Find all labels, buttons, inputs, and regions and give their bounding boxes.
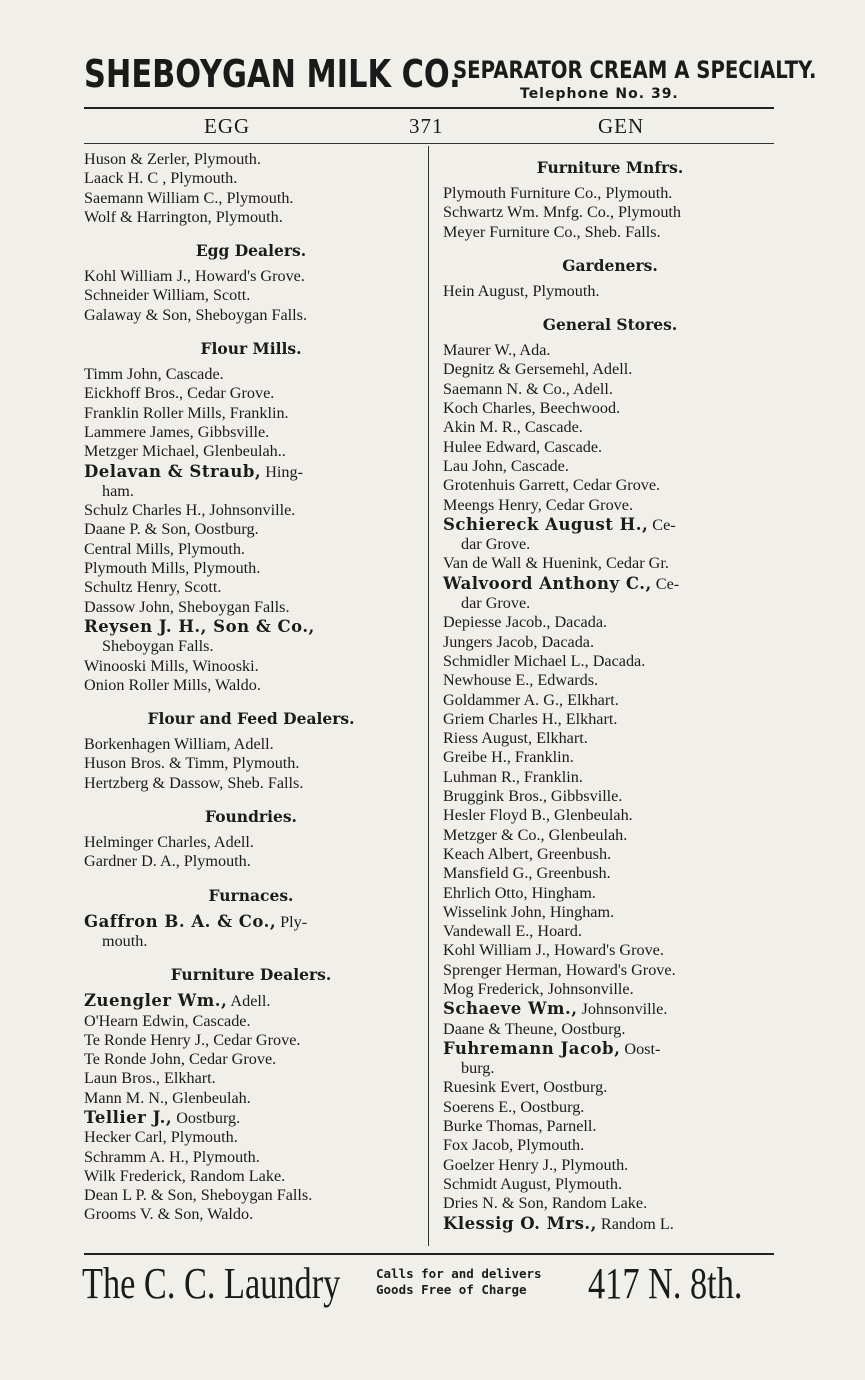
listing-entry: Schultz Henry, Scott. bbox=[84, 578, 222, 597]
left-column bbox=[84, 150, 418, 1225]
featured-listing-entry bbox=[443, 515, 777, 555]
featured-listing-location: Hing- bbox=[261, 462, 303, 481]
listing-entry: Kohl William J., Howard's Grove. bbox=[84, 267, 305, 286]
featured-listing-entry bbox=[443, 1039, 777, 1079]
running-header-left: EGG bbox=[204, 114, 251, 138]
listing-entry: Meyer Furniture Co., Sheb. Falls. bbox=[443, 222, 661, 241]
featured-listing-location: Ce- bbox=[648, 515, 676, 534]
laundry-ad-address: 417 N. 8th. bbox=[588, 1259, 743, 1308]
bottom-rule bbox=[84, 1253, 774, 1255]
featured-listing-location: Oost- bbox=[620, 1039, 661, 1058]
listing-entry: Schulz Charles H., Johnsonville. bbox=[84, 501, 296, 520]
featured-listing-location: Oostburg. bbox=[172, 1108, 241, 1127]
listing-entry: Greibe H., Franklin. bbox=[443, 748, 574, 767]
top-rule bbox=[84, 107, 774, 109]
featured-listing-continuation: mouth. bbox=[102, 931, 148, 950]
featured-listing-name: Klessig O. Mrs., bbox=[443, 1213, 597, 1233]
listing-entry: Gardner D. A., Plymouth. bbox=[84, 852, 251, 871]
listing-entry: Soerens E., Oostburg. bbox=[443, 1097, 585, 1116]
listing-entry: Ehrlich Otto, Hingham. bbox=[443, 883, 596, 902]
section-heading: Foundries. bbox=[205, 807, 297, 827]
listing-entry: Wolf & Harrington, Plymouth. bbox=[84, 207, 283, 226]
listing-entry: Laack H. C , Plymouth. bbox=[84, 169, 238, 188]
listing-entry: Wisselink John, Hingham. bbox=[443, 902, 615, 921]
listing-entry: Koch Charles, Beechwood. bbox=[443, 399, 621, 418]
listing-entry: Metzger Michael, Glenbeulah.. bbox=[84, 442, 286, 461]
laundry-ad-name: The C. C. Laundry bbox=[82, 1259, 341, 1308]
listing-entry: Huson Bros. & Timm, Plymouth. bbox=[84, 754, 300, 773]
listing-entry: Sprenger Herman, Howard's Grove. bbox=[443, 960, 676, 979]
featured-listing-entry bbox=[84, 462, 418, 502]
listing-entry: Kohl William J., Howard's Grove. bbox=[443, 941, 664, 960]
ad-telephone: Telephone No. 39. bbox=[520, 86, 679, 102]
listing-entry: Winooski Mills, Winooski. bbox=[84, 656, 259, 675]
listing-entry: Akin M. R., Cascade. bbox=[443, 418, 583, 437]
section-heading: Flour and Feed Dealers. bbox=[147, 709, 355, 729]
column-divider bbox=[428, 146, 429, 1246]
listing-entry: Luhman R., Franklin. bbox=[443, 767, 583, 786]
listing-entry: Maurer W., Ada. bbox=[443, 341, 551, 360]
featured-listing-name: Tellier J., bbox=[84, 1107, 173, 1127]
section-heading: Flour Mills. bbox=[200, 339, 302, 359]
listing-entry: Griem Charles H., Elkhart. bbox=[443, 709, 618, 728]
ad-slogan: SEPARATOR CREAM A SPECIALTY. bbox=[453, 56, 817, 84]
featured-listing-entry bbox=[84, 991, 418, 1011]
listing-entry: Fox Jacob, Plymouth. bbox=[443, 1136, 585, 1155]
listing-entry: Keach Albert, Greenbush. bbox=[443, 844, 612, 863]
listing-entry: Helminger Charles, Adell. bbox=[84, 833, 254, 852]
laundry-ad-line-2: Goods Free of Charge bbox=[376, 1282, 527, 1297]
featured-listing-location: Johnsonville. bbox=[577, 1000, 668, 1019]
running-header-right: GEN bbox=[598, 114, 645, 138]
section-heading: Furniture Dealers. bbox=[170, 965, 332, 985]
listing-entry: Hein August, Plymouth. bbox=[443, 281, 600, 300]
listing-entry: Riess August, Elkhart. bbox=[443, 729, 588, 748]
listing-entry: Metzger & Co., Glenbeulah. bbox=[443, 825, 628, 844]
listing-entry: Saemann N. & Co., Adell. bbox=[443, 379, 613, 398]
laundry-ad-tagline bbox=[376, 1266, 542, 1298]
listing-entry: Schramm A. H., Plymouth. bbox=[84, 1147, 260, 1166]
featured-listing-entry bbox=[84, 617, 418, 657]
listing-entry: Eickhoff Bros., Cedar Grove. bbox=[84, 384, 275, 403]
listing-entry: Goelzer Henry J., Plymouth. bbox=[443, 1155, 629, 1174]
listing-entry: Onion Roller Mills, Waldo. bbox=[84, 675, 261, 694]
listing-entry: Mansfield G., Greenbush. bbox=[443, 864, 611, 883]
listing-entry: Goldammer A. G., Elkhart. bbox=[443, 690, 619, 709]
listing-entry: Jungers Jacob, Dacada. bbox=[443, 632, 595, 651]
top-advertisement bbox=[84, 48, 817, 104]
section-heading: Furnaces. bbox=[208, 885, 294, 905]
listing-entry: Burke Thomas, Parnell. bbox=[443, 1117, 597, 1136]
featured-listing-location: Random L. bbox=[596, 1214, 674, 1233]
listing-entry: Grotenhuis Garrett, Cedar Grove. bbox=[443, 476, 661, 495]
listing-entry: Daane & Theune, Oostburg. bbox=[443, 1019, 626, 1038]
listing-entry: Laun Bros., Elkhart. bbox=[84, 1069, 216, 1088]
featured-listing-continuation: ham. bbox=[102, 481, 134, 500]
header-rule bbox=[84, 143, 774, 144]
right-column bbox=[443, 150, 777, 1234]
listing-entry: Mann M. N., Glenbeulah. bbox=[84, 1088, 251, 1107]
laundry-ad-line-1: Calls for and delivers bbox=[376, 1266, 542, 1281]
featured-listing-name: Walvoord Anthony C., bbox=[443, 573, 652, 593]
featured-listing-entry bbox=[443, 1214, 777, 1234]
featured-listing-name: Schiereck August H., bbox=[443, 514, 649, 534]
listing-entry: Dassow John, Sheboygan Falls. bbox=[84, 597, 290, 616]
listing-entry: Schmidler Michael L., Dacada. bbox=[443, 651, 646, 670]
featured-listing-continuation: dar Grove. bbox=[461, 535, 531, 554]
listing-entry: Plymouth Furniture Co., Plymouth. bbox=[443, 184, 673, 202]
listing-entry: Hesler Floyd B., Glenbeulah. bbox=[443, 806, 633, 825]
listing-entry: Dean L P. & Son, Sheboygan Falls. bbox=[84, 1186, 313, 1205]
page-number: 371 bbox=[409, 114, 444, 138]
listing-entry: Schwartz Wm. Mnfg. Co., Plymouth bbox=[443, 203, 682, 222]
listing-entry: Wilk Frederick, Random Lake. bbox=[84, 1166, 286, 1185]
listing-entry: Lammere James, Gibbsville. bbox=[84, 422, 270, 441]
listing-entry: Bruggink Bros., Gibbsville. bbox=[443, 787, 623, 806]
featured-listing-name: Gaffron B. A. & Co., bbox=[84, 911, 277, 931]
featured-listing-entry bbox=[84, 912, 418, 952]
listing-entry: Hecker Carl, Plymouth. bbox=[84, 1128, 238, 1147]
featured-listing-name: Fuhremann Jacob, bbox=[443, 1038, 621, 1058]
section-heading: Egg Dealers. bbox=[195, 241, 307, 261]
listing-entry: Central Mills, Plymouth. bbox=[84, 539, 245, 558]
section-heading: Gardeners. bbox=[562, 255, 658, 275]
listing-entry: Te Ronde Henry J., Cedar Grove. bbox=[84, 1030, 301, 1049]
listing-entry: Grooms V. & Son, Waldo. bbox=[84, 1205, 254, 1224]
listing-entry: Hertzberg & Dassow, Sheb. Falls. bbox=[84, 773, 304, 792]
listing-entry: Borkenhagen William, Adell. bbox=[84, 735, 274, 754]
listing-entry: Hulee Edward, Cascade. bbox=[443, 437, 603, 456]
featured-listing-location: Ce- bbox=[651, 574, 680, 593]
section-heading: General Stores. bbox=[542, 315, 678, 335]
featured-listing-name: Schaeve Wm., bbox=[443, 999, 578, 1019]
featured-listing-continuation: dar Grove. bbox=[461, 594, 531, 613]
featured-listing-continuation: burg. bbox=[461, 1059, 495, 1078]
listing-entry: Vandewall E., Hoard. bbox=[443, 922, 582, 941]
featured-listing-name: Delavan & Straub, bbox=[84, 461, 262, 481]
listing-entry: Degnitz & Gersemehl, Adell. bbox=[443, 360, 633, 379]
section-heading: Furniture Mnfrs. bbox=[536, 158, 684, 177]
listing-entry: Schmidt August, Plymouth. bbox=[443, 1174, 622, 1193]
listing-entry: Daane P. & Son, Oostburg. bbox=[84, 520, 259, 539]
featured-listing-entry bbox=[443, 999, 777, 1019]
listing-entry: Van de Wall & Huenink, Cedar Gr. bbox=[443, 554, 669, 573]
featured-listing-continuation: Sheboygan Falls. bbox=[102, 637, 214, 656]
listing-entry: Mog Frederick, Johnsonville. bbox=[443, 979, 634, 998]
listing-entry: Saemann William C., Plymouth. bbox=[84, 188, 294, 207]
listing-entry: Schneider William, Scott. bbox=[84, 286, 251, 305]
listing-entry: Depiesse Jacob., Dacada. bbox=[443, 613, 608, 632]
featured-listing-name: Zuengler Wm., bbox=[84, 991, 228, 1011]
listing-entry: Dries N. & Son, Random Lake. bbox=[443, 1194, 648, 1213]
ad-company-name: SHEBOYGAN MILK CO. bbox=[84, 52, 461, 96]
featured-listing-name: Reysen J. H., Son & Co., bbox=[84, 616, 315, 636]
listing-entry: Plymouth Mills, Plymouth. bbox=[84, 559, 261, 578]
listing-entry: O'Hearn Edwin, Cascade. bbox=[84, 1011, 251, 1030]
listing-entry: Galaway & Son, Sheboygan Falls. bbox=[84, 305, 308, 324]
listing-entry: Te Ronde John, Cedar Grove. bbox=[84, 1050, 277, 1069]
featured-listing-location: Ply- bbox=[276, 912, 308, 931]
featured-listing-entry bbox=[443, 574, 777, 614]
featured-listing-location: Adell. bbox=[227, 992, 271, 1011]
listing-entry: Franklin Roller Mills, Franklin. bbox=[84, 403, 289, 422]
listing-entry: Newhouse E., Edwards. bbox=[443, 671, 599, 690]
listing-entry: Huson & Zerler, Plymouth. bbox=[84, 150, 261, 168]
featured-listing-entry bbox=[84, 1108, 418, 1128]
listing-entry: Ruesink Evert, Oostburg. bbox=[443, 1078, 608, 1097]
listing-entry: Timm John, Cascade. bbox=[84, 365, 224, 384]
listing-entry: Meengs Henry, Cedar Grove. bbox=[443, 495, 633, 514]
listing-entry: Lau John, Cascade. bbox=[443, 456, 569, 475]
